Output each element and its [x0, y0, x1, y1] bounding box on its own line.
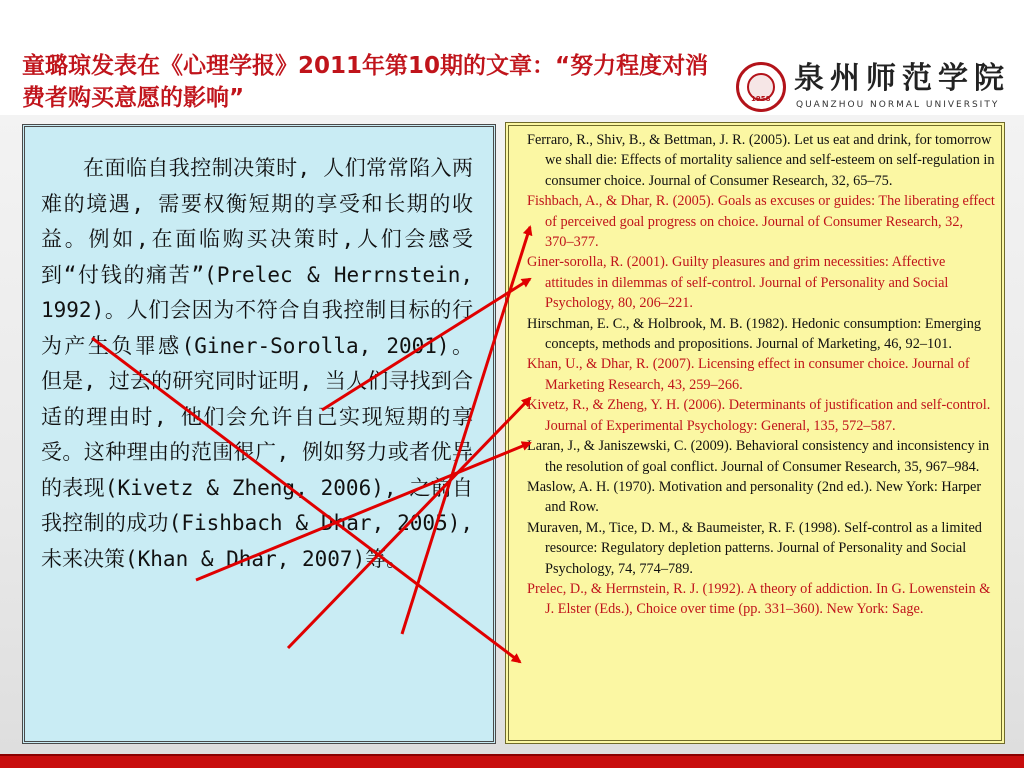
reference-list: [527, 130, 995, 620]
bottom-bar: [0, 754, 1024, 768]
reference-list-panel: [505, 122, 1005, 744]
reference-item: Muraven, M., Tice, D. M., & Baumeister, R. F. (1998). Self-control as a limited resource: Regulatory depletion patterns. Journal of Personality and Social Psychology, 74, 774–789.: [527, 519, 982, 577]
university-logo: [736, 62, 1012, 116]
reference-item: Khan, U., & Dhar, R. (2007). Licensing effect in consumer choice. Journal of Marketing Research, 43, 259–266.: [527, 356, 970, 393]
reference-item: Ferraro, R., Shiv, B., & Bettman, J. R. (2005). Let us eat and drink, for tomorrow we shall die: Effects of mortality salience and self-esteem on self-regulation in consumer choice. Journal of Consumer Research, 32, 65–75.: [527, 132, 995, 189]
seal-year: 1958: [751, 95, 771, 103]
chinese-text-panel: [22, 124, 496, 744]
reference-item: Kivetz, R., & Zheng, Y. H. (2006). Determinants of justification and self-control. Journal of Experimental Psychology: General, 135, 572–587.: [527, 397, 991, 434]
reference-item: Laran, J., & Janiszewski, C. (2009). Behavioral consistency and inconsistency in the resolution of goal conflict. Journal of Consumer Research, 35, 967–984.: [527, 438, 990, 475]
reference-item: Fishbach, A., & Dhar, R. (2005). Goals as excuses or guides: The liberating effect of perceived goal progress on choice. Journal of Consumer Research, 32, 370–377.: [527, 193, 995, 251]
reference-item: Prelec, D., & Herrnstein, R. J. (1992). A theory of addiction. In G. Lowenstein & J. Elster (Eds.), Choice over time (pp. 331–360). New York: Sage.: [527, 580, 991, 618]
university-seal-icon: [736, 62, 786, 112]
university-name-cn: 泉州师范学院: [794, 61, 1010, 96]
university-name-en: QUANZHOU NORMAL UNIVERSITY: [796, 100, 1000, 110]
reference-item: Maslow, A. H. (1970). Motivation and personality (2nd ed.). New York: Harper and Row.: [527, 478, 982, 516]
reference-item: Giner-sorolla, R. (2001). Guilty pleasures and grim necessities: Affective attitudes in dilemmas of self-control. Journal of Personality and Social Psychology, 80, 206–221.: [527, 254, 949, 312]
chinese-paragraph: 在面临自我控制决策时, 人们常常陷入两难的境遇, 需要权衡短期的享受和长期的收益。例如,在面临购买决策时,人们会感受到“付钱的痛苦”(Prelec & Herrnstein, 1992)。人们会因为不符合自我控制目标的行为产生负罪感(Giner-Sorolla, 2001)。但是, 过去的研究同时证明, 当人们寻找到合适的理由时, 他们会允许自己实现短期的享受。这种理由的范围很广, 例如努力或者优异的表现(Kivetz & Zheng, 2006), 之前自我控制的成功(Fishbach & Dhar, 2005), 未来决策(Khan & Dhar, 2007)等。: [41, 156, 473, 571]
slide-title: 童璐琼发表在《心理学报》2011年第10期的文章：“努力程度对消费者购买意愿的影响”: [22, 53, 709, 111]
reference-item: Hirschman, E. C., & Holbrook, M. B. (1982). Hedonic consumption: Emerging concepts, methods and propositions. Journal of Marketing, 46, 92–101.: [527, 315, 982, 353]
